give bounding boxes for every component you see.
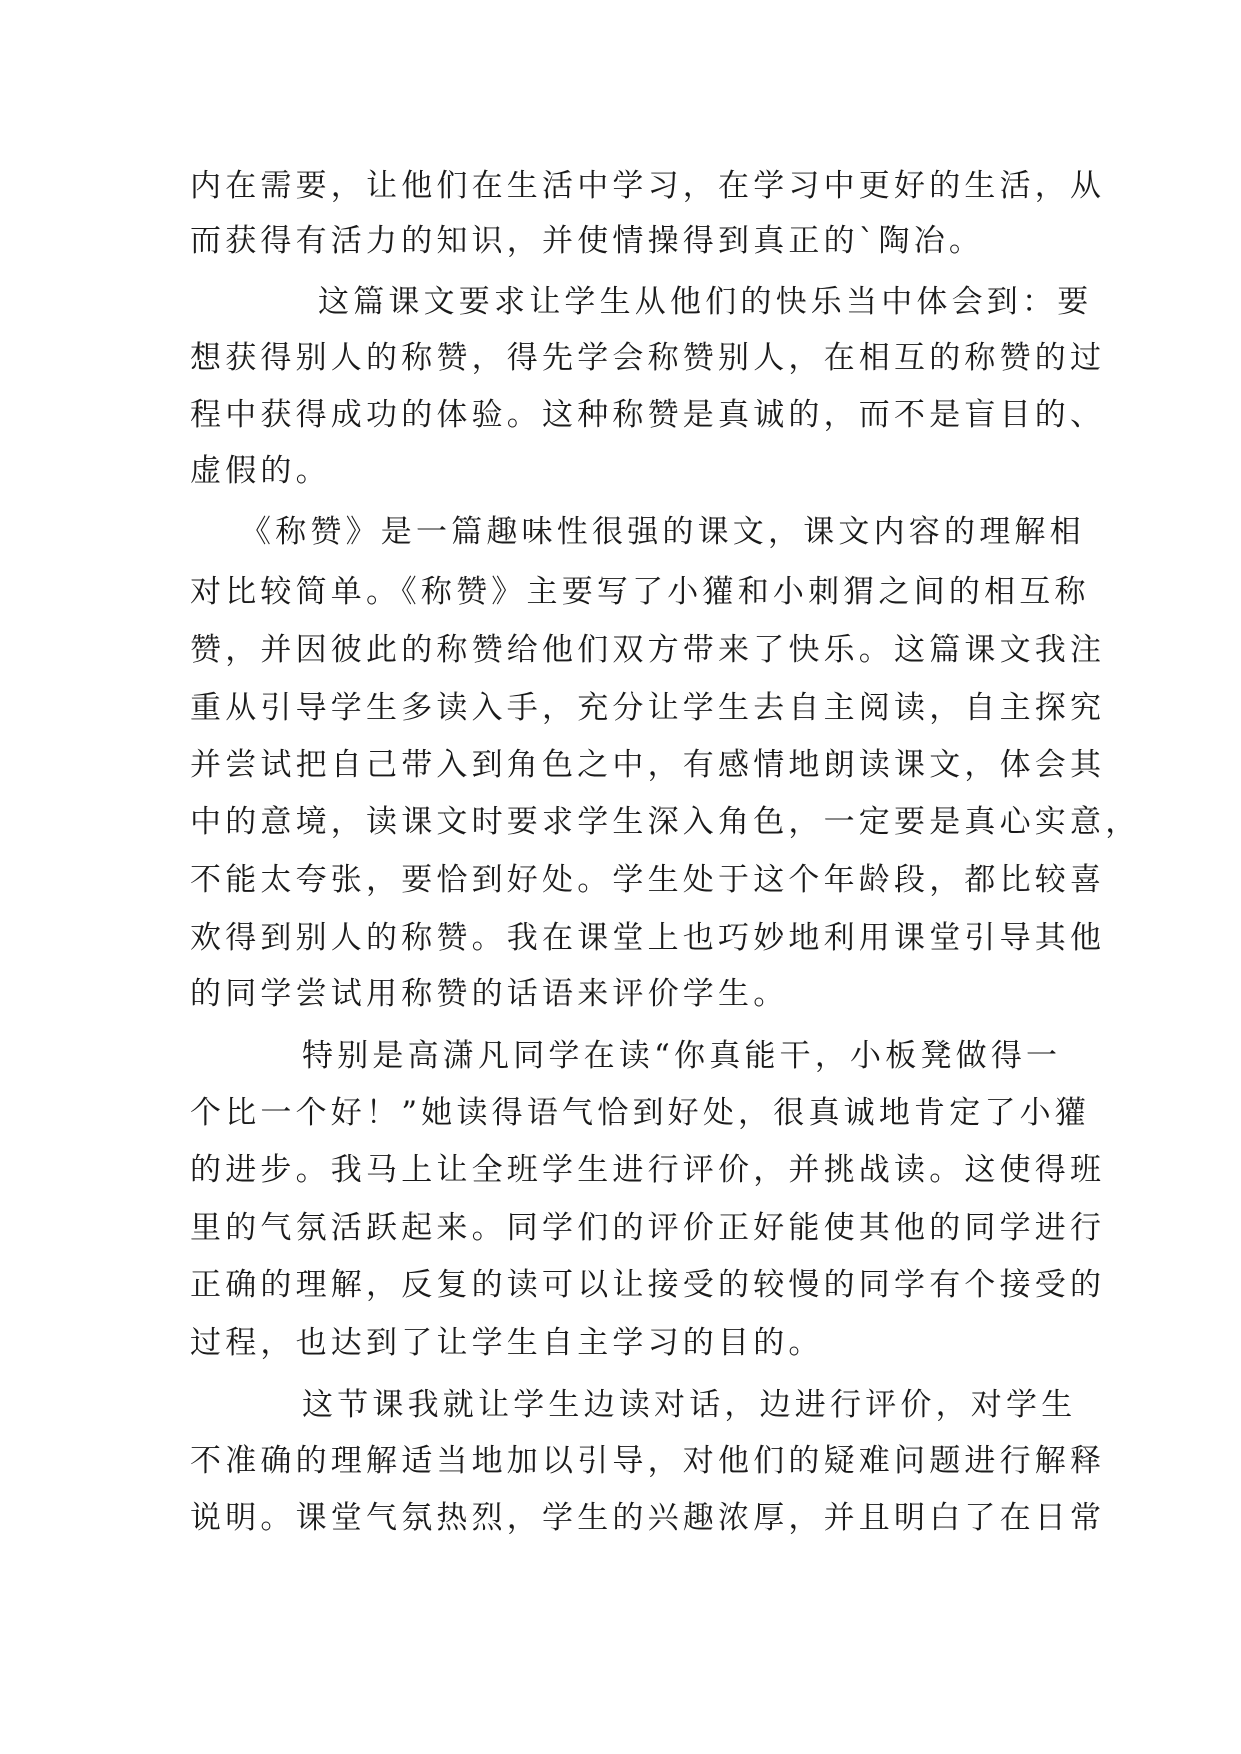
text-line-21: 过程，也达到了让学生自主学习的目的。 xyxy=(190,1325,824,1361)
text-line-10: 重从引导学生多读入手，充分让学生去自主阅读，自主探究 xyxy=(190,690,1106,726)
text-line-15: 的同学尝试用称赞的话语来评价学生。 xyxy=(190,976,789,1012)
text-line-8: 对比较简单。《称赞》主要写了小獾和小刺猬之间的相互称 xyxy=(190,574,1090,610)
text-line-24: 说明。课堂气氛热烈，学生的兴趣浓厚，并且明白了在日常 xyxy=(190,1500,1106,1536)
text-line-16: 特别是高潇凡同学在读“你真能干，小板凳做得一 xyxy=(302,1038,1062,1074)
text-line-19: 里的气氛活跃起来。同学们的评价正好能使其他的同学进行 xyxy=(190,1210,1106,1246)
text-line-2: 而获得有活力的知识，并使情操得到真正的`陶冶。 xyxy=(190,223,985,259)
text-line-13: 不能太夸张，要恰到好处。学生处于这个年龄段，都比较喜 xyxy=(190,862,1106,898)
text-line-5: 程中获得成功的体验。这种称赞是真诚的，而不是盲目的、 xyxy=(190,397,1106,433)
text-line-3: 这篇课文要求让学生从他们的快乐当中体会到：要 xyxy=(318,284,1093,320)
text-line-20: 正确的理解，反复的读可以让接受的较慢的同学有个接受的 xyxy=(190,1267,1106,1303)
text-line-11: 并尝试把自己带入到角色之中，有感情地朗读课文，体会其 xyxy=(190,747,1106,783)
text-line-6: 虚假的。 xyxy=(190,453,331,489)
text-line-18: 的进步。我马上让全班学生进行评价，并挑战读。这使得班 xyxy=(190,1152,1106,1188)
text-line-1: 内在需要，让他们在生活中学习，在学习中更好的生活，从 xyxy=(190,168,1106,204)
text-line-14: 欢得到别人的称赞。我在课堂上也巧妙地利用课堂引导其他 xyxy=(190,920,1106,956)
text-line-4: 想获得别人的称赞，得先学会称赞别人，在相互的称赞的过 xyxy=(190,340,1106,376)
text-line-17: 个比一个好！”她读得语气恰到好处，很真诚地肯定了小獾 xyxy=(190,1095,1091,1131)
text-line-7: 《称赞》是一篇趣味性很强的课文，课文内容的理解相 xyxy=(240,514,1085,550)
text-line-12: 中的意境，读课文时要求学生深入角色，一定要是真心实意， xyxy=(190,804,1141,840)
text-line-9: 赞，并因彼此的称赞给他们双方带来了快乐。这篇课文我注 xyxy=(190,632,1106,668)
text-line-22: 这节课我就让学生边读对话，边进行评价，对学生 xyxy=(302,1387,1077,1423)
text-line-23: 不准确的理解适当地加以引导，对他们的疑难问题进行解释 xyxy=(190,1443,1106,1479)
